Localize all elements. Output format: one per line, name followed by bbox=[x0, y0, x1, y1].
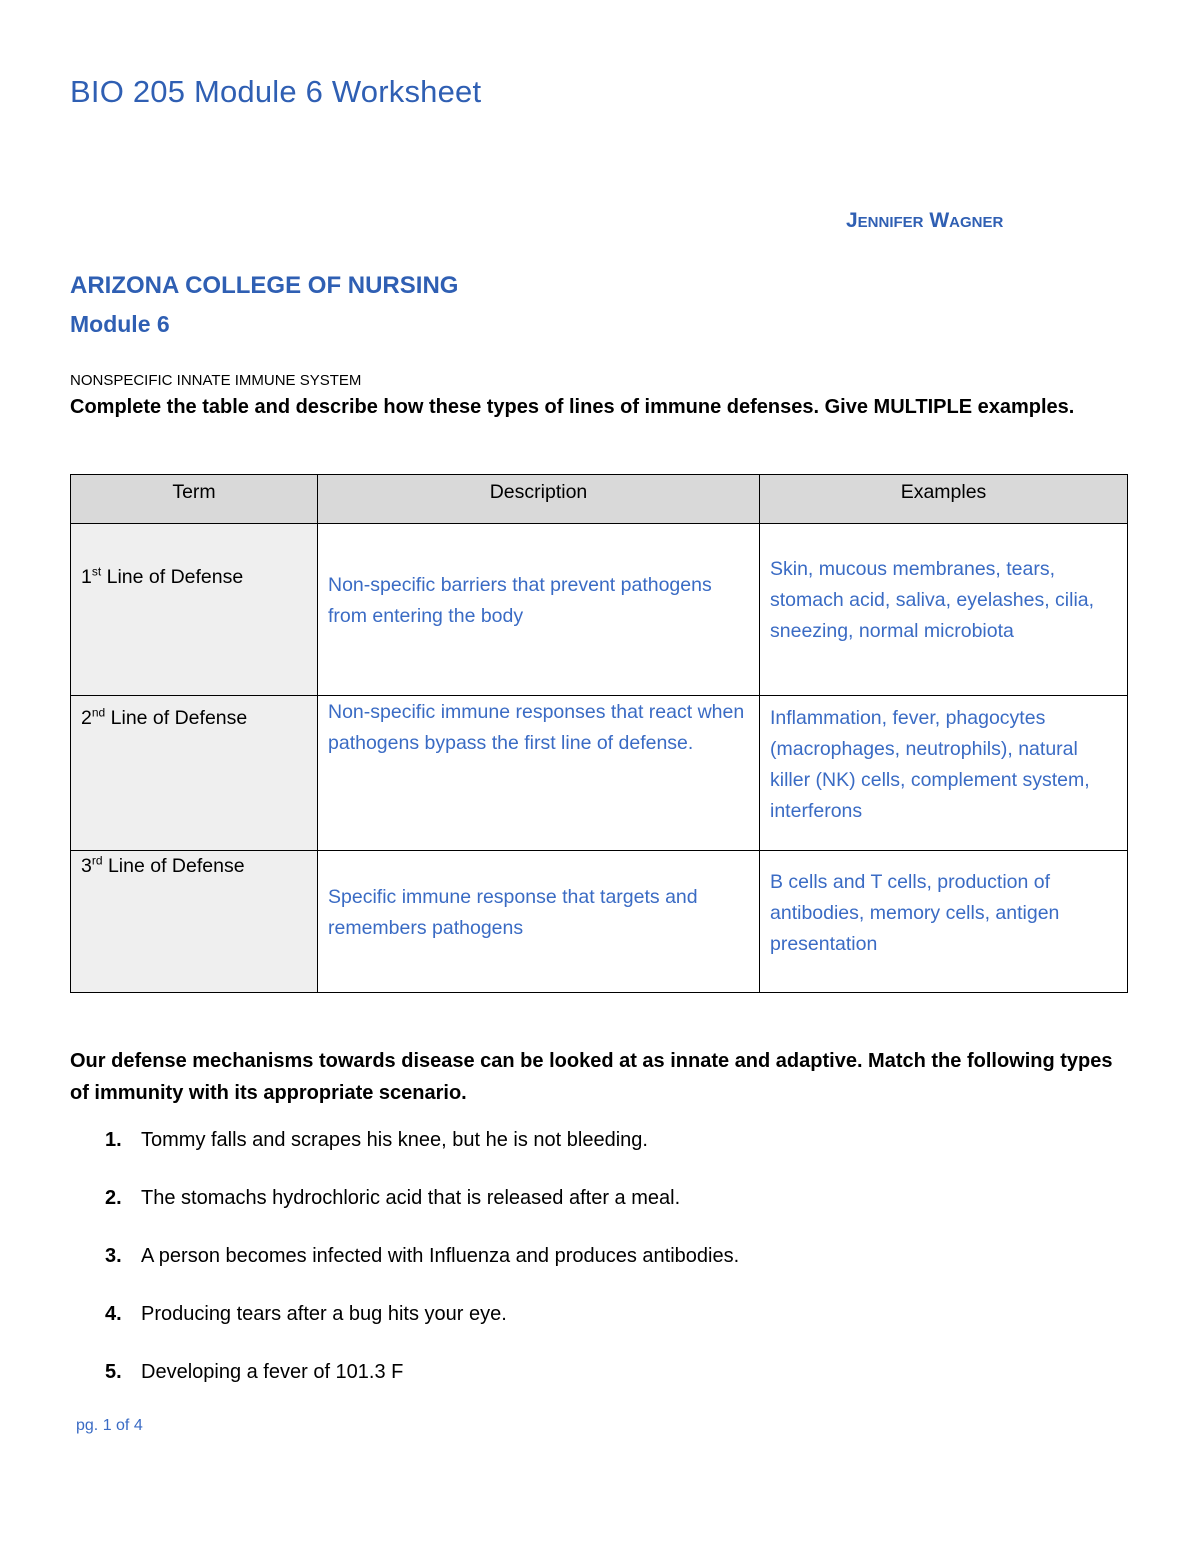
table-instructions: Complete the table and describe how these types of lines of immune defenses. Give MULTIPLE examples. bbox=[70, 396, 1075, 418]
organization-name: ARIZONA COLLEGE OF NURSING bbox=[70, 272, 459, 299]
page-number: pg. 1 of 4 bbox=[76, 1417, 143, 1434]
term-label: Line of Defense bbox=[105, 707, 248, 729]
list-item bbox=[70, 1125, 1130, 1183]
document-title: BIO 205 Module 6 Worksheet bbox=[70, 74, 482, 109]
item-text: Producing tears after a bug hits your eye. bbox=[141, 1303, 507, 1325]
list-item bbox=[70, 1183, 1130, 1241]
header-examples: Examples bbox=[760, 475, 1128, 524]
examples-cell: Skin, mucous membranes, tears, stomach acid, saliva, eyelashes, cilia, sneezing, normal microbiota bbox=[760, 524, 1128, 696]
examples-cell: B cells and T cells, production of antibodies, memory cells, antigen presentation bbox=[760, 851, 1128, 993]
scenario-list bbox=[70, 1125, 1130, 1415]
list-item bbox=[70, 1357, 1130, 1415]
term-number: 1 bbox=[81, 566, 92, 588]
section-label: NONSPECIFIC INNATE IMMUNE SYSTEM bbox=[70, 372, 362, 389]
item-text: The stomachs hydrochloric acid that is released after a meal. bbox=[141, 1187, 681, 1209]
list-item bbox=[70, 1241, 1130, 1299]
matching-instructions: Our defense mechanisms towards disease can be looked at as innate and adaptive. Match the following types of immunity with its appropriate scenario. bbox=[70, 1050, 1113, 1104]
term-ordinal: st bbox=[91, 564, 102, 579]
item-text: Tommy falls and scrapes his knee, but he is not bleeding. bbox=[141, 1129, 648, 1151]
author-name: Jennifer Wagner bbox=[846, 209, 1004, 232]
item-text: A person becomes infected with Influenza and produces antibodies. bbox=[141, 1245, 740, 1267]
table-header-row bbox=[71, 475, 1128, 524]
description-cell: Non-specific immune responses that react when pathogens bypass the first line of defense. bbox=[318, 696, 760, 851]
item-number: 4. bbox=[105, 1303, 122, 1325]
term-cell bbox=[71, 524, 318, 696]
item-text: Developing a fever of 101.3 F bbox=[141, 1361, 404, 1383]
table-row bbox=[71, 524, 1128, 696]
term-ordinal: rd bbox=[91, 853, 103, 868]
header-description: Description bbox=[318, 475, 760, 524]
item-number: 3. bbox=[105, 1245, 122, 1267]
term-label: Line of Defense bbox=[102, 855, 245, 877]
table-row bbox=[71, 851, 1128, 993]
term-cell bbox=[71, 696, 318, 851]
module-heading: Module 6 bbox=[70, 311, 170, 337]
term-number: 3 bbox=[81, 855, 92, 877]
item-number: 2. bbox=[105, 1187, 122, 1209]
table-row bbox=[71, 696, 1128, 851]
defense-table bbox=[70, 474, 1128, 993]
term-number: 2 bbox=[81, 707, 92, 729]
item-number: 1. bbox=[105, 1129, 122, 1151]
item-number: 5. bbox=[105, 1361, 122, 1383]
description-cell: Non-specific barriers that prevent pathogens from entering the body bbox=[318, 524, 760, 696]
term-label: Line of Defense bbox=[101, 566, 244, 588]
examples-cell: Inflammation, fever, phagocytes (macrophages, neutrophils), natural killer (NK) cells, complement system, interferons bbox=[760, 696, 1128, 851]
list-item bbox=[70, 1299, 1130, 1357]
term-cell bbox=[71, 851, 318, 993]
description-cell: Specific immune response that targets and remembers pathogens bbox=[318, 851, 760, 993]
header-term: Term bbox=[71, 475, 318, 524]
term-ordinal: nd bbox=[91, 705, 106, 720]
